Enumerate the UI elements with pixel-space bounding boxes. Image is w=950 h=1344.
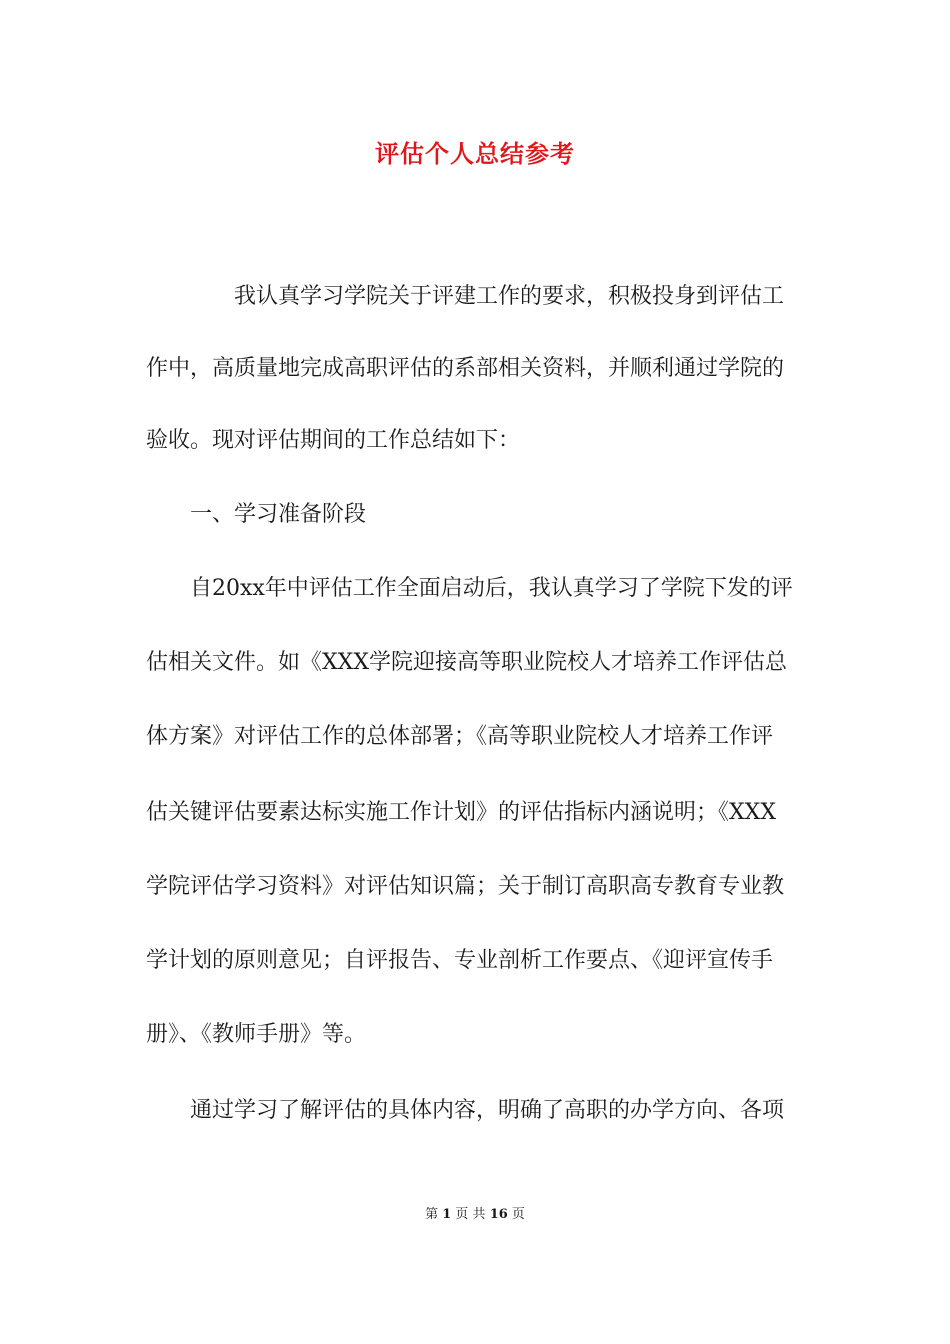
footer-middle: 页 共 xyxy=(455,1207,486,1222)
page-footer xyxy=(0,1206,950,1224)
paragraph-line: 我认真学习学院关于评建工作的要求，积极投身到评估工 xyxy=(234,284,785,309)
section-heading: 一、学习准备阶段 xyxy=(190,502,367,527)
paragraph-line: 验收。现对评估期间的工作总结如下： xyxy=(146,428,521,453)
paragraph-line: 学计划的原则意见；自评报告、专业剖析工作要点、《迎评宣传手 xyxy=(146,948,774,973)
paragraph-line: 估相关文件。如《XXX学院迎接高等职业院校人才培养工作评估总 xyxy=(146,650,787,675)
footer-prefix: 第 xyxy=(425,1207,439,1222)
paragraph-line: 册》、《教师手册》等。 xyxy=(146,1022,367,1047)
page-title: 评估个人总结参考 xyxy=(375,139,575,168)
paragraph-line: 估关键评估要素达标实施工作计划》的评估指标内涵说明；《XXX xyxy=(146,800,776,825)
paragraph-line: 自20xx年中评估工作全面启动后，我认真学习了学院下发的评 xyxy=(190,576,793,601)
paragraph-line: 学院评估学习资料》对评估知识篇；关于制订高职高专教育专业教 xyxy=(146,874,785,899)
paragraph-line: 通过学习了解评估的具体内容，明确了高职的办学方向、各项 xyxy=(190,1098,785,1123)
footer-suffix: 页 xyxy=(511,1207,525,1222)
footer-page-number: 1 xyxy=(442,1207,452,1222)
paragraph-line: 作中，高质量地完成高职评估的系部相关资料，并顺利通过学院的 xyxy=(146,356,785,381)
paragraph-line: 体方案》对评估工作的总体部署；《高等职业院校人才培养工作评 xyxy=(146,724,774,749)
footer-total-pages: 16 xyxy=(489,1207,508,1222)
